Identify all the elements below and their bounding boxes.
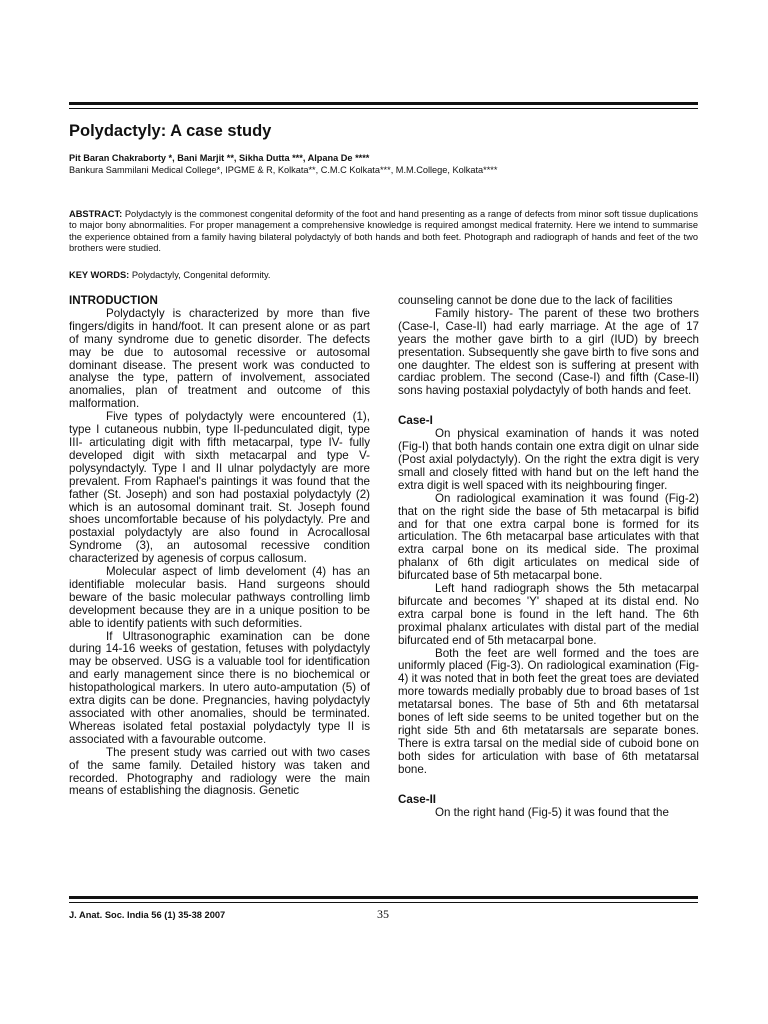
abstract-label: ABSTRACT: bbox=[69, 209, 123, 219]
section-heading-introduction: INTRODUCTION bbox=[69, 294, 158, 307]
header-rule-thin bbox=[69, 108, 698, 109]
abstract-text: Polydactyly is the commonest congenital deformity of the foot and hand presenting as a range of defects from minor soft tissue duplications to major bony abnormalities. For proper management a comprehensive knowledge is required amongst medical fraternity. Here we intend to summarise the experience obtained from a family having bilateral polydactyly of both hands and both feet. Photograph and radiograph of hands and feet of the two brothers were studied. bbox=[69, 209, 698, 254]
case1-physical-paragraph: On physical examination of hands it was noted (Fig-I) that both hands contain one extra digit on ulnar side (Post axial polydactyly). On the right the extra digit is very small and closely fitted with hand but on the left hand the extra digit is well spaced with its neighbouring finger. bbox=[398, 427, 699, 492]
keywords-text: Polydactyly, Congenital deformity. bbox=[131, 270, 271, 280]
case2-paragraph: On the right hand (Fig-5) it was found that the bbox=[435, 805, 669, 819]
keywords bbox=[69, 270, 271, 280]
section-heading-case-2: Case-II bbox=[398, 792, 437, 806]
study-paragraph: The present study was carried out with two cases of the same family. Detailed history was taken and recorded. Photography and radiology were the main means of establishing the diagnosis. Genetic bbox=[69, 745, 370, 798]
intro-paragraph: Polydactyly is characterized by more than five fingers/digits in hand/foot. It can present alone or as part of many syndrome due to genetic disorder. The defects may be due to autosomal recessive or autosomal dominant disease. The present work was conducted to analyse the type, pattern of involvement, associated anomalies, plan of treatment and outcome of this malformation. bbox=[69, 306, 370, 411]
header-rule-thick bbox=[69, 102, 698, 105]
page-number: 35 bbox=[377, 907, 389, 921]
case1-radiology-paragraph: On radiological examination it was found (Fig-2) that on the right side the base of 5th metacarpal is bifid and for that one extra carpal bone is formed for its articulation. The 6th metacarpal base articulates with that extra carpal bone on its medical side. The proximal phalanx of 6th digit articulates on medical side of bifurcated base of 5th metacarpal bone. bbox=[398, 491, 699, 583]
case1-left-hand-paragraph: Left hand radiograph shows the 5th metacarpal bifurcate and becomes 'Y' shaped at its distal end. No extra carpal bone is found in the left hand. The 6th proximal phalanx articulates with distal part of the medial bifurcated end of 5th metacarpal bone. bbox=[398, 582, 699, 647]
family-history-paragraph: Family history- The parent of these two brothers (Case-I, Case-II) had early marriage. At the age of 17 years the mother gave birth to a girl (IUD) by breech presentation. Subsequently she gave birth to five sons and one daughter. The eldest son is suffering at present with cardiac problem. The second (Case-I) and fifth (Case-II) sons having postaxial polydactyly of both hands and feet. bbox=[398, 306, 699, 398]
footer-rule-thick bbox=[69, 896, 698, 899]
types-paragraph: Five types of polydactyly were encountered (1), type I cutaneous nubbin, type II-pedunculated digit, type III- articulating digit with fifth metacarpal, type IV- fully developed digit with sixth metacarpal and type V- polysyndactyly. Type I and II ulnar polydactyly are more prevalent. From Raphael's paintings it was found that the father (St. Joseph) and son had postaxial polydactyly (2) which is an autosomal dominant trait. St. Joseph found shoes uncomfortable because of his polydactyly. Pre and postaxial polydactyly are also found in Acrocallosal Syndrome (3), an autosomal recessive condition characterized by agenesis of corpus callosum. bbox=[69, 410, 370, 566]
ultrasound-paragraph: If Ultrasonographic examination can be done during 14-16 weeks of gestation, fetuses with polydactyly may be observed. USG is a valuable tool for identification and early management since there is no biochemical or histopathological markers. In utero auto-amputation (5) of extra digits can be done. Pregnancies, having polydactyly associated with other anomalies, should be terminated. Whereas isolated fetal postaxial polydactyly type II is associated with a favourable outcome. bbox=[69, 629, 370, 746]
footer-rule-thin bbox=[69, 902, 698, 903]
affiliations: Bankura Sammilani Medical College*, IPGME & R, Kolkata**, C.M.C Kolkata***, M.M.College, Kolkata**** bbox=[69, 165, 498, 175]
case1-feet-paragraph: Both the feet are well formed and the toes are uniformly placed (Fig-3). On radiological examination (Fig-4) it was noted that in both feet the great toes are deviated more towards medially probably due to broad bases of 1st metatarsal bones. The base of 5th and 6th metatarsal bones of left side seems to be united together but on the right side 5th and 6th metatarsals are separate bones. There is extra tarsal on the medial side of cuboid bone on both sides for articulation with base of 6th metatarsal bone. bbox=[398, 646, 699, 776]
keywords-label: KEY WORDS: bbox=[69, 270, 130, 280]
section-heading-case-1: Case-I bbox=[398, 414, 433, 428]
continued-paragraph: counseling cannot be done due to the lack of facilities bbox=[398, 294, 673, 307]
molecular-paragraph: Molecular aspect of limb develoment (4) has an identifiable molecular basis. Hand surgeons should beware of the basic molecular pathways controlling limb development because they are in a unique position to be able to identify patients with such deformities. bbox=[69, 565, 370, 630]
right-column bbox=[398, 295, 699, 819]
author-list: Pit Baran Chakraborty *, Bani Marjit **, Sikha Dutta ***, Alpana De **** bbox=[69, 153, 370, 163]
abstract bbox=[69, 209, 698, 255]
left-column bbox=[69, 295, 370, 798]
article-title: Polydactyly: A case study bbox=[69, 122, 272, 140]
journal-citation: J. Anat. Soc. India 56 (1) 35-38 2007 bbox=[69, 910, 226, 920]
